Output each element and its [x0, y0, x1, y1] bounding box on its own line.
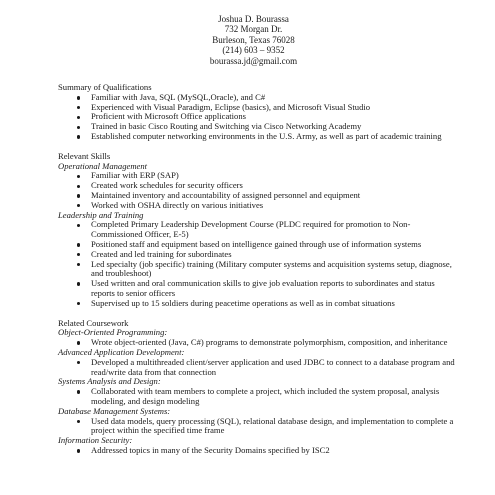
qualifications-list — [58, 93, 459, 142]
subsection-heading: Leadership and Training — [58, 209, 144, 220]
list-item: Developed a multithreaded client/server application and used JDBC to connect to a database program and read/write data from that connection — [91, 358, 459, 378]
list-item: Supervised up to 15 soldiers during peacetime operations as well as in combat situations — [91, 299, 459, 309]
list-item: Proficient with Microsoft Office applications — [91, 112, 459, 122]
list-item: Familiar with ERP (SAP) — [91, 171, 459, 181]
subsection-heading: Advanced Application Development: — [58, 346, 185, 357]
applicant-name: Joshua D. Bourassa — [218, 14, 289, 24]
coursework-list — [58, 417, 459, 437]
list-item: Created work schedules for security officers — [91, 181, 459, 191]
skills-list — [58, 171, 459, 210]
subsection-heading: Information Security: — [58, 435, 133, 446]
list-item: Established computer networking environments in the U.S. Army, as well as part of academic training — [91, 132, 459, 142]
list-item: Led specialty (job specific) training (Military computer systems and acquisition systems setup, diagnose, and troubleshoot) — [91, 260, 459, 280]
list-item: Positioned staff and equipment based on intelligence gained through use of information systems — [91, 240, 459, 250]
list-item: Addressed topics in many of the Security Domains specified by ISC2 — [91, 446, 459, 456]
coursework-list — [58, 446, 459, 456]
list-item: Completed Primary Leadership Development Course (PLDC required for promotion to Non-Commissioned Officer, E-5) — [91, 220, 459, 240]
list-item: Worked with OSHA directly on various initiatives — [91, 201, 459, 211]
subsection-heading: Operational Management — [58, 160, 148, 171]
coursework-list — [58, 358, 459, 378]
list-item: Familiar with Java, SQL (MySQL,Oracle), and C# — [91, 93, 459, 103]
email-address: bourassa.jd@gmail.com — [209, 55, 298, 66]
subsection-heading: Database Management Systems: — [58, 405, 171, 416]
list-item: Used data models, query processing (SQL), relational database design, and implementation to complete a project within the specified time frame — [91, 417, 459, 437]
subsection-heading: Object-Oriented Programming: — [58, 327, 168, 338]
street-address: 732 Morgan Dr. — [224, 24, 283, 35]
phone-number: (214) 603 – 9352 — [222, 45, 285, 56]
list-item: Experienced with Visual Paradigm, Eclipse (basics), and Microsoft Visual Studio — [91, 103, 459, 113]
coursework-list — [58, 338, 459, 348]
subsection-heading: Systems Analysis and Design: — [58, 376, 161, 387]
section-title: Summary of Qualifications — [58, 82, 152, 93]
skills-list — [58, 220, 459, 308]
list-item: Maintained inventory and accountability of assigned personnel and equipment — [91, 191, 459, 201]
list-item: Trained in basic Cisco Routing and Switching via Cisco Networking Academy — [91, 122, 459, 132]
list-item: Created and led training for subordinates — [91, 250, 459, 260]
coursework-list — [58, 387, 459, 407]
list-item: Wrote object-oriented (Java, C#) programs to demonstrate polymorphism, composition, and inheritance — [91, 338, 459, 348]
section-title: Relevant Skills — [58, 150, 111, 161]
city-state-zip: Burleson, Texas 76028 — [212, 34, 295, 45]
list-item: Used written and oral communication skills to give job evaluation reports to subordinates and status reports to senior officers — [91, 279, 459, 299]
skills-section — [58, 152, 459, 309]
coursework-section — [58, 319, 459, 456]
list-item: Collaborated with team members to complete a project, which included the system proposal, analysis modeling, and design modeling — [91, 387, 459, 407]
section-title: Related Coursework — [58, 317, 129, 328]
qualifications-section — [58, 83, 459, 142]
contact-header — [48, 14, 459, 66]
